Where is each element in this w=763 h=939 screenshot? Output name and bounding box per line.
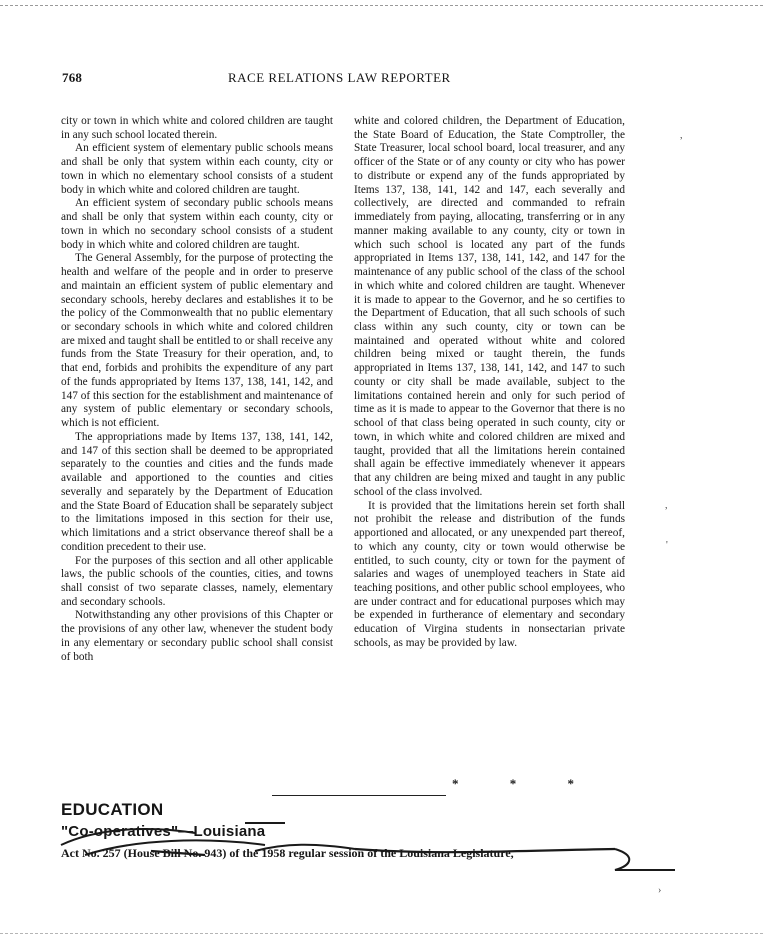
paragraph: The General Assembly, for the purpose of protecting the health and welfare of the people and in order to preserve and maintain an efficient system of public elementary and secondary schools, hereby declares and establishes it to be the policy of the Commonwealth that no public elementary or secondary schools in which white and colored children are mixed and taught shall be entitled to or shall receive any funds from the State Treasury for their operation, and, to that end, forbids and prohibits the expenditure of any part of the funds appropriated by Items 137, 138, 141, 142, and 147 of this section for the establishment and maintenance of any system of public elementary or secondary schools, which is not efficient. <box>61 252 333 430</box>
section-subtitle: "Co-operatives"—Louisiana <box>61 823 266 840</box>
scan-speck: , <box>680 130 683 141</box>
section-separator-asterisks: * * * <box>452 776 598 791</box>
paragraph: Notwithstanding any other provisions of this Chapter or the provisions of any other law, whenever the student body in any elementary or secondary public school shall consist of both <box>61 609 333 663</box>
page-number: 768 <box>62 70 83 85</box>
left-column <box>61 115 333 664</box>
paragraph: An efficient system of elementary public schools means and shall be only that system within each county, city or town in which no elementary school consists of a student body in which white and colored children are taught. <box>61 142 333 196</box>
running-head: RACE RELATIONS LAW REPORTER <box>228 70 451 85</box>
page-bottom-edge <box>0 933 763 934</box>
divider-rule <box>272 795 446 796</box>
paragraph: The appropriations made by Items 137, 138, 141, 142, and 147 of this section shall be deemed to be appropriated separately to the counties and cities and the funds made available and apportioned to the counties and cities severally and separately by the Department of Education and the State Board of Education shall be separately subject to the limitations imposed in this section for their use, which limitations and a strict observance thereof shall be a condition precedent to their use. <box>61 430 333 553</box>
paragraph: For the purposes of this section and all other applicable laws, the public schools of the counties, cities, and towns shall consist of two separate classes, namely, elementary and secondary schools. <box>61 554 333 608</box>
right-column <box>354 115 625 651</box>
paragraph: It is provided that the limitations herein set forth shall not prohibit the release and distribution of the funds apportioned and allocated, or any unexpended part thereof, to which any county, city or town would otherwise be entitled, to such county, city or town for the payment of salaries and wages of unemployed teachers in State aid teaching positions, and other public school employees, who are under contract and for educational purposes which may be expended in furtherance of elementary and secondary education of Virgina students in nonsectarian private schools, as may be provided by law. <box>354 499 625 649</box>
paragraph: city or town in which white and colored children are taught in any such school located therein. <box>61 115 333 141</box>
act-citation-line: Act No. 257 (House Bill No. 943) of the 1958 regular session of the Louisiana Legislature, <box>61 846 514 860</box>
page-top-edge <box>0 5 763 6</box>
scan-speck: ' <box>666 540 668 551</box>
handwritten-annotation-marks <box>55 815 675 880</box>
paragraph: An efficient system of secondary public schools means and shall be only that system within each county, city or town in which no secondary school consists of a student body in which white and colored children are taught. <box>61 197 333 251</box>
scan-speck: › <box>658 885 662 896</box>
paragraph: white and colored children, the Department of Education, the State Board of Education, the State Comptroller, the State Treasurer, local school board, local treasurer, and any officer of the State or of any county or city who has power to distribute or expend any of the funds appropriated by Items 137, 138, 141, 142 and 147, each severally and collectively, are directed and commanded to refrain immediately from paying, allocating, transferring or in any manner making available to any county, city or town in which such school is located any part of the funds appropriated in Items 137, 138, 141, 142, and 147 for the maintenance of any public school of the class of the school in which white and colored children are taught. Whenever it is made to appear to the Governor, and he so certifies to the Department of Education, that all such schools of such class within any such county, city or town can be maintained and operated without white and colored children being mixed or taught therein, the funds appropriated in Items 137, 138, 141, 142, and 147 to such county or city shall be made available, subject to the limitations contained herein and only for such period of time as it is made to appear to the Governor that there is no school of that class being operated in such county, city or town, in which white and colored children are mixed and taught, provided that all the limitations herein contained shall again be effective immediately whenever it appears that any children are being mixed and taught in any public school of the class involved. <box>354 115 625 498</box>
section-title: EDUCATION <box>61 800 164 819</box>
scan-speck: , <box>665 500 668 511</box>
